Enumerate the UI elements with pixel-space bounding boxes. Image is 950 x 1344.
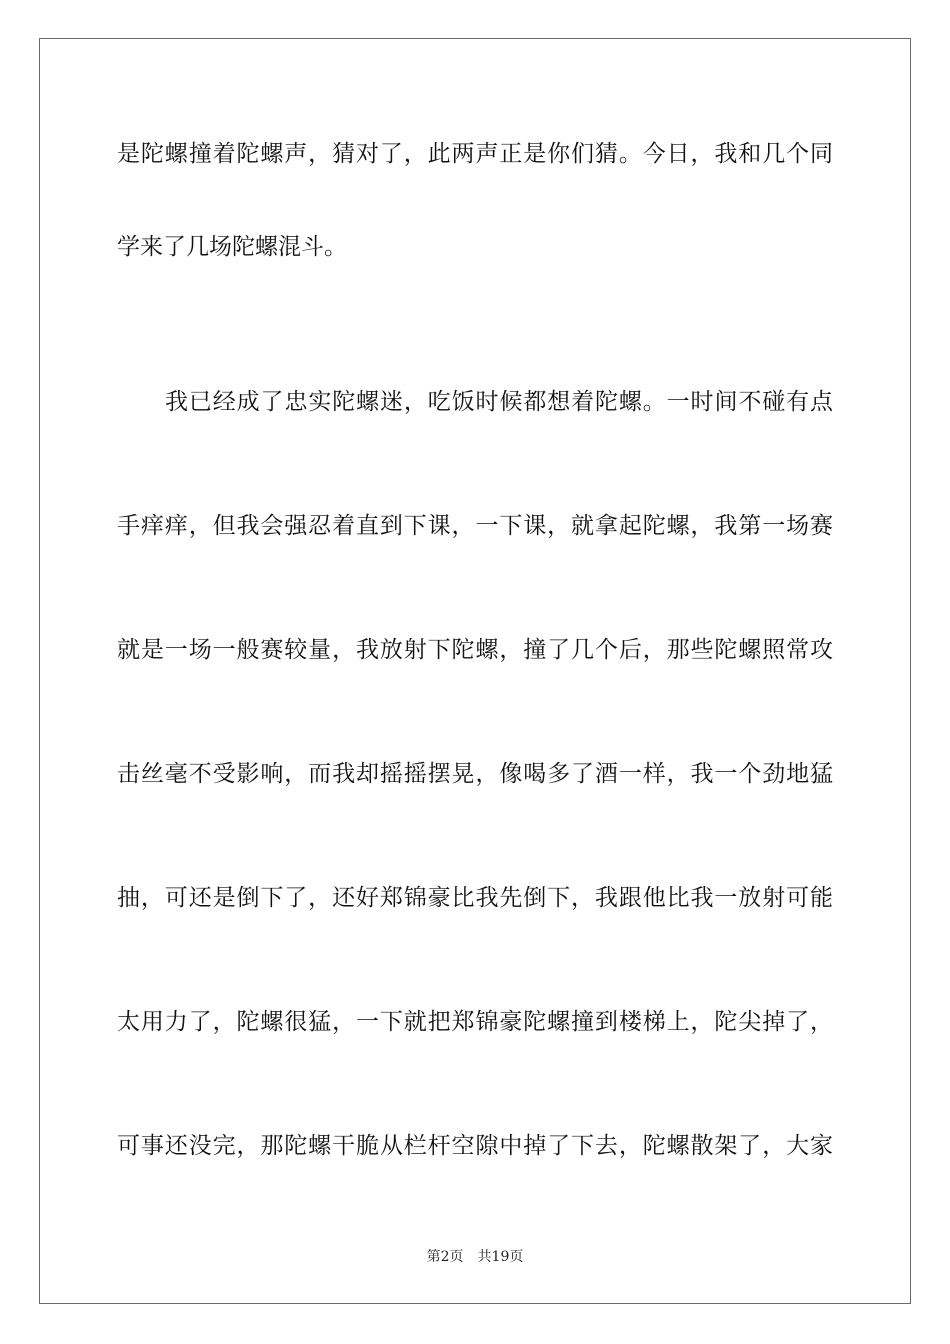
- text-line-6: 击丝毫不受影响，而我却摇摇摆晃，像喝多了酒一样，我一个劲地猛: [117, 761, 833, 787]
- page-number: 第2页: [426, 1249, 464, 1265]
- page-border: [39, 38, 911, 1304]
- text-line-3: 我已经成了忠实陀螺迷，吃饭时候都想着陀螺。一时间不碰有点: [165, 389, 833, 415]
- page-footer: [0, 1248, 950, 1266]
- text-line-1: 是陀螺撞着陀螺声，猜对了，此两声正是你们猜。今日，我和几个同: [117, 141, 833, 167]
- text-line-4: 手痒痒，但我会强忍着直到下课，一下课，就拿起陀螺，我第一场赛: [117, 513, 833, 539]
- text-line-2: 学来了几场陀螺混斗。: [117, 234, 347, 260]
- text-line-9: 可事还没完，那陀螺干脆从栏杆空隙中掉了下去，陀螺散架了，大家: [117, 1133, 833, 1159]
- page-total: 共19页: [477, 1249, 524, 1265]
- text-line-5: 就是一场一般赛较量，我放射下陀螺，撞了几个后，那些陀螺照常攻: [117, 637, 833, 663]
- text-line-7: 抽，可还是倒下了，还好郑锦豪比我先倒下，我跟他比我一放射可能: [117, 885, 833, 911]
- text-line-8: 太用力了，陀螺很猛，一下就把郑锦豪陀螺撞到楼梯上，陀尖掉了，: [117, 1009, 833, 1035]
